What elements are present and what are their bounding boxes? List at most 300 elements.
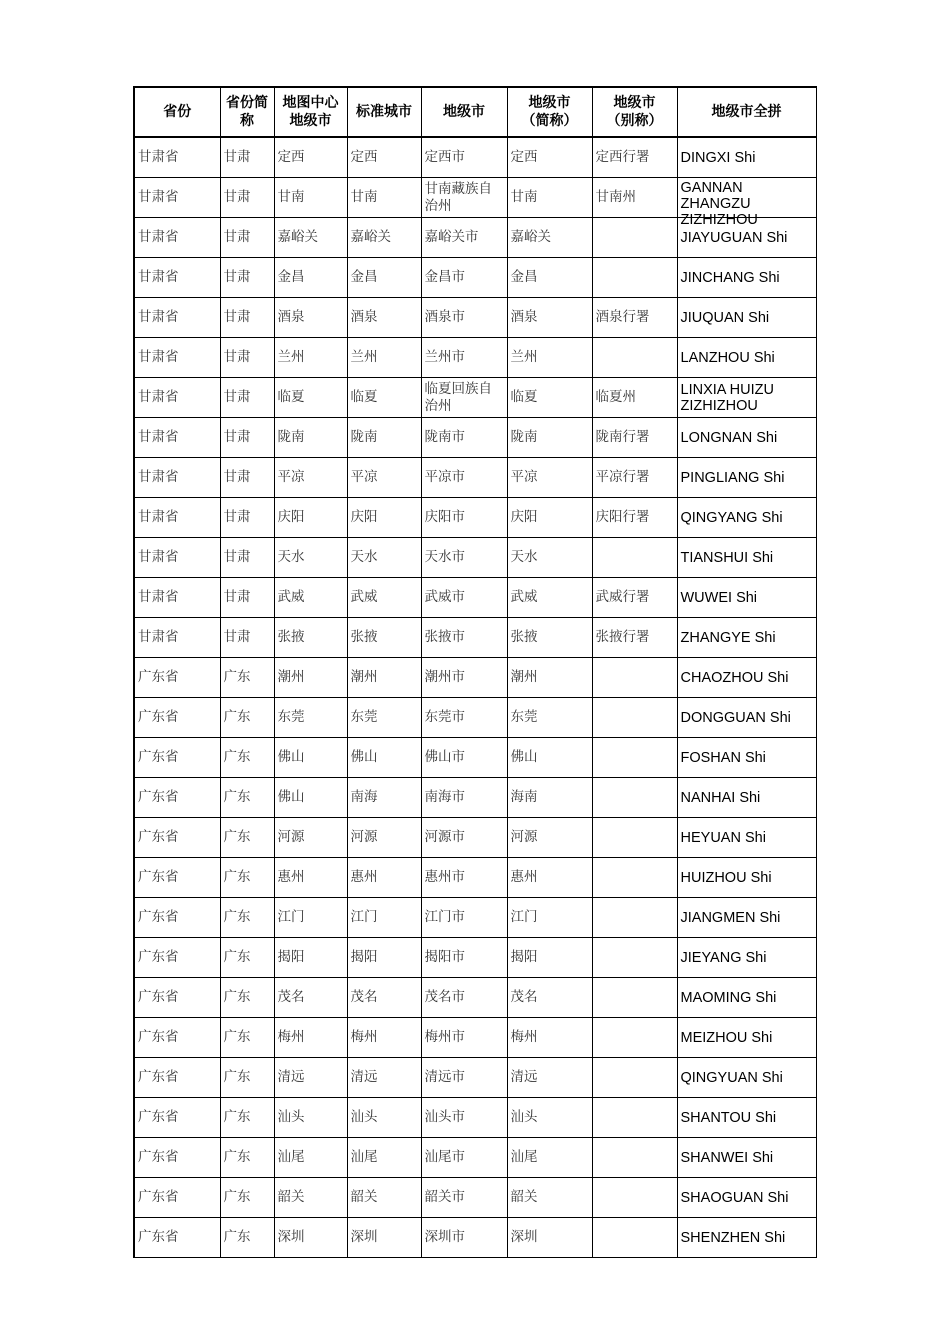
cell-map-center-city bbox=[274, 378, 347, 418]
cell-text: 汕尾 bbox=[350, 1149, 378, 1165]
cell-text: 梅州 bbox=[350, 1029, 378, 1045]
cell-text: 广东 bbox=[223, 1069, 251, 1085]
cell-province bbox=[134, 698, 220, 738]
cell-province-abbr bbox=[220, 137, 274, 178]
cell-text: 酒泉行署 bbox=[595, 309, 650, 325]
cell-prefecture-city-pinyin bbox=[677, 818, 816, 858]
cell-province-abbr bbox=[220, 618, 274, 658]
cell-province-abbr bbox=[220, 338, 274, 378]
cell-text: 甘肃省 bbox=[138, 469, 179, 485]
cell-text: 平凉 bbox=[350, 469, 378, 485]
cell-text: 甘肃 bbox=[223, 549, 251, 565]
cell-text: 陇南行署 bbox=[595, 429, 650, 445]
cell-prefecture-city-short bbox=[507, 338, 592, 378]
cell-map-center-city bbox=[274, 698, 347, 738]
column-header-label: 地级市全拼 bbox=[711, 104, 782, 120]
cell-text: 张掖 bbox=[277, 629, 305, 645]
cell-text: 茂名市 bbox=[424, 989, 465, 1005]
cell-prefecture-city bbox=[421, 898, 507, 938]
cell-prefecture-city-short bbox=[507, 178, 592, 218]
cell-province bbox=[134, 1058, 220, 1098]
cell-text: 甘肃省 bbox=[138, 429, 179, 445]
cell-prefecture-city-alias bbox=[592, 538, 677, 578]
column-header-map-center-city bbox=[274, 87, 347, 137]
table-row bbox=[134, 378, 816, 418]
column-header-province bbox=[134, 87, 220, 137]
cell-prefecture-city-pinyin bbox=[677, 1218, 816, 1258]
cell-standard-city bbox=[347, 218, 421, 258]
table-row bbox=[134, 978, 816, 1018]
cell-prefecture-city-pinyin bbox=[677, 1138, 816, 1178]
cell-text: 甘肃省 bbox=[138, 629, 179, 645]
cell-prefecture-city bbox=[421, 778, 507, 818]
cell-prefecture-city-pinyin bbox=[677, 658, 816, 698]
cell-text: QINGYANG Shi bbox=[680, 509, 783, 526]
cell-text: 清远 bbox=[510, 1069, 538, 1085]
cell-text: 金昌 bbox=[277, 269, 305, 285]
cell-text: 韶关 bbox=[350, 1189, 378, 1205]
cell-prefecture-city-alias bbox=[592, 658, 677, 698]
cell-prefecture-city bbox=[421, 578, 507, 618]
cell-prefecture-city bbox=[421, 658, 507, 698]
cell-prefecture-city-short bbox=[507, 618, 592, 658]
cell-prefecture-city-alias bbox=[592, 1138, 677, 1178]
cell-prefecture-city-alias bbox=[592, 738, 677, 778]
cell-map-center-city bbox=[274, 1218, 347, 1258]
cell-province-abbr bbox=[220, 418, 274, 458]
cell-standard-city bbox=[347, 538, 421, 578]
column-header-label: 地级市 bbox=[289, 113, 332, 129]
cell-text: JIUQUAN Shi bbox=[680, 309, 770, 326]
cell-standard-city bbox=[347, 178, 421, 218]
cell-province-abbr bbox=[220, 1218, 274, 1258]
cell-standard-city bbox=[347, 418, 421, 458]
cell-prefecture-city-pinyin bbox=[677, 458, 816, 498]
cell-text: 临夏 bbox=[350, 389, 378, 405]
column-header-prefecture-city-short bbox=[507, 87, 592, 137]
cell-text: 酒泉 bbox=[277, 309, 305, 325]
cell-text: 兰州市 bbox=[424, 349, 465, 365]
cell-province bbox=[134, 178, 220, 218]
cell-prefecture-city bbox=[421, 1178, 507, 1218]
table-row bbox=[134, 1218, 816, 1258]
cell-prefecture-city bbox=[421, 258, 507, 298]
cell-prefecture-city bbox=[421, 978, 507, 1018]
cell-text: 广东省 bbox=[138, 1109, 179, 1125]
table-header bbox=[134, 87, 816, 137]
cell-text: 汕尾 bbox=[510, 1149, 538, 1165]
cell-prefecture-city-short bbox=[507, 137, 592, 178]
cell-text: 酒泉市 bbox=[424, 309, 465, 325]
cell-prefecture-city-alias bbox=[592, 178, 677, 218]
cell-text: 甘南 bbox=[510, 189, 538, 205]
cell-prefecture-city-alias bbox=[592, 1218, 677, 1258]
cell-prefecture-city-short bbox=[507, 538, 592, 578]
cell-standard-city bbox=[347, 258, 421, 298]
cell-text: 韶关 bbox=[510, 1189, 538, 1205]
cell-text: 平凉 bbox=[277, 469, 305, 485]
cell-text: 庆阳 bbox=[510, 509, 538, 525]
cell-text: 东莞 bbox=[510, 709, 538, 725]
cell-text: 临夏回族自治州 bbox=[424, 380, 492, 414]
cell-text: 定西市 bbox=[424, 149, 465, 165]
cell-prefecture-city bbox=[421, 1058, 507, 1098]
cell-text: 甘肃省 bbox=[138, 509, 179, 525]
cell-text: 东莞 bbox=[277, 709, 305, 725]
cell-prefecture-city-short bbox=[507, 658, 592, 698]
cell-text: 江门市 bbox=[424, 909, 465, 925]
cell-text: 陇南市 bbox=[424, 429, 465, 445]
cell-prefecture-city-short bbox=[507, 378, 592, 418]
cell-text: 广东省 bbox=[138, 949, 179, 965]
column-header-label: （简称） bbox=[521, 113, 578, 129]
cell-prefecture-city-pinyin bbox=[677, 298, 816, 338]
cell-text: 梅州 bbox=[510, 1029, 538, 1045]
cell-text: 汕头 bbox=[510, 1109, 538, 1125]
cell-prefecture-city-alias bbox=[592, 1058, 677, 1098]
cell-prefecture-city-pinyin bbox=[677, 618, 816, 658]
cell-prefecture-city-alias bbox=[592, 338, 677, 378]
cell-text: 甘肃 bbox=[223, 509, 251, 525]
cell-map-center-city bbox=[274, 898, 347, 938]
cell-map-center-city bbox=[274, 778, 347, 818]
cell-text: 潮州 bbox=[350, 669, 378, 685]
cell-text: 甘肃省 bbox=[138, 389, 179, 405]
table-row bbox=[134, 818, 816, 858]
cell-text: 陇南 bbox=[277, 429, 305, 445]
cell-text: 酒泉 bbox=[350, 309, 378, 325]
cell-prefecture-city bbox=[421, 618, 507, 658]
cell-text: 甘肃省 bbox=[138, 589, 179, 605]
table-row bbox=[134, 1018, 816, 1058]
cell-prefecture-city-alias bbox=[592, 298, 677, 338]
cell-prefecture-city bbox=[421, 698, 507, 738]
cell-prefecture-city-short bbox=[507, 698, 592, 738]
cell-prefecture-city-alias bbox=[592, 137, 677, 178]
cell-province bbox=[134, 298, 220, 338]
cell-prefecture-city-alias bbox=[592, 378, 677, 418]
cell-text: JINCHANG Shi bbox=[680, 269, 780, 286]
cell-province bbox=[134, 818, 220, 858]
header-row bbox=[134, 87, 816, 137]
cell-map-center-city bbox=[274, 738, 347, 778]
cell-text: 嘉峪关 bbox=[510, 229, 551, 245]
cell-prefecture-city bbox=[421, 1138, 507, 1178]
cell-map-center-city bbox=[274, 938, 347, 978]
column-header-prefecture-city bbox=[421, 87, 507, 137]
cell-text: 甘肃 bbox=[223, 429, 251, 445]
cell-text: 河源市 bbox=[424, 829, 465, 845]
column-header-label: 标准城市 bbox=[356, 104, 412, 120]
cell-map-center-city bbox=[274, 137, 347, 178]
cell-text: 甘肃省 bbox=[138, 189, 179, 205]
table-row bbox=[134, 338, 816, 378]
column-header-label: （别称） bbox=[606, 113, 663, 129]
cell-map-center-city bbox=[274, 1138, 347, 1178]
cell-text: SHAOGUAN Shi bbox=[680, 1189, 789, 1206]
cell-text: 深圳 bbox=[350, 1229, 378, 1245]
cell-map-center-city bbox=[274, 178, 347, 218]
cell-province bbox=[134, 938, 220, 978]
cell-text: 平凉市 bbox=[424, 469, 465, 485]
cell-text: 广东省 bbox=[138, 909, 179, 925]
cell-province-abbr bbox=[220, 1018, 274, 1058]
table-row bbox=[134, 938, 816, 978]
cell-text: 汕头 bbox=[350, 1109, 378, 1125]
cell-province bbox=[134, 618, 220, 658]
cell-text: 清远 bbox=[350, 1069, 378, 1085]
cell-text: 韶关 bbox=[277, 1189, 305, 1205]
cell-text: WUWEI Shi bbox=[680, 589, 758, 606]
cell-prefecture-city-alias bbox=[592, 778, 677, 818]
cell-province-abbr bbox=[220, 378, 274, 418]
cell-text: DINGXI Shi bbox=[680, 149, 756, 166]
cell-province bbox=[134, 137, 220, 178]
cell-text: 广东 bbox=[223, 1109, 251, 1125]
cell-prefecture-city-short bbox=[507, 898, 592, 938]
cell-text: 广东 bbox=[223, 1029, 251, 1045]
cell-prefecture-city-alias bbox=[592, 938, 677, 978]
cell-text: 兰州 bbox=[510, 349, 538, 365]
cell-text: 陇南 bbox=[510, 429, 538, 445]
cell-text: 惠州 bbox=[277, 869, 305, 885]
cell-province-abbr bbox=[220, 498, 274, 538]
cell-text: 梅州 bbox=[277, 1029, 305, 1045]
cell-text: 揭阳 bbox=[277, 949, 305, 965]
cell-text: 清远市 bbox=[424, 1069, 465, 1085]
cell-text: 佛山 bbox=[350, 749, 378, 765]
cell-text: 金昌 bbox=[510, 269, 538, 285]
cell-prefecture-city bbox=[421, 418, 507, 458]
cell-text: HEYUAN Shi bbox=[680, 829, 766, 846]
cell-prefecture-city-short bbox=[507, 858, 592, 898]
cell-text: 广东省 bbox=[138, 1189, 179, 1205]
cell-text: 茂名 bbox=[277, 989, 305, 1005]
table-row bbox=[134, 178, 816, 218]
cell-text: 天水 bbox=[277, 549, 305, 565]
cell-prefecture-city bbox=[421, 458, 507, 498]
column-header-prefecture-city-alias bbox=[592, 87, 677, 137]
cell-prefecture-city-short bbox=[507, 418, 592, 458]
cell-province-abbr bbox=[220, 578, 274, 618]
cell-prefecture-city-alias bbox=[592, 818, 677, 858]
table-row bbox=[134, 1058, 816, 1098]
cell-text: 甘肃省 bbox=[138, 549, 179, 565]
cell-prefecture-city bbox=[421, 1018, 507, 1058]
cell-text: 定西 bbox=[277, 149, 305, 165]
cell-text: SHANWEI Shi bbox=[680, 1149, 774, 1166]
cell-province-abbr bbox=[220, 698, 274, 738]
cell-text: 天水 bbox=[350, 549, 378, 565]
cell-text: 广东 bbox=[223, 669, 251, 685]
cell-prefecture-city-pinyin bbox=[677, 698, 816, 738]
cell-province-abbr bbox=[220, 458, 274, 498]
cell-text: 广东省 bbox=[138, 1029, 179, 1045]
cell-province bbox=[134, 378, 220, 418]
cell-prefecture-city-alias bbox=[592, 858, 677, 898]
cell-province bbox=[134, 458, 220, 498]
cell-prefecture-city-short bbox=[507, 1018, 592, 1058]
cell-standard-city bbox=[347, 698, 421, 738]
cell-text: 揭阳市 bbox=[424, 949, 465, 965]
cell-province bbox=[134, 778, 220, 818]
cell-text: TIANSHUI Shi bbox=[680, 549, 774, 566]
cell-text: 甘肃省 bbox=[138, 229, 179, 245]
cell-standard-city bbox=[347, 1098, 421, 1138]
cell-text: 汕头市 bbox=[424, 1109, 465, 1125]
cell-province-abbr bbox=[220, 978, 274, 1018]
cell-text: 庆阳行署 bbox=[595, 509, 650, 525]
cell-text: NANHAI Shi bbox=[680, 789, 761, 806]
cell-text: 陇南 bbox=[350, 429, 378, 445]
cell-map-center-city bbox=[274, 258, 347, 298]
column-header-label: 地级市 bbox=[613, 95, 656, 111]
cell-text: 甘肃省 bbox=[138, 149, 179, 165]
cell-province bbox=[134, 218, 220, 258]
cell-text: SHANTOU Shi bbox=[680, 1109, 777, 1126]
cell-text: 广东 bbox=[223, 1149, 251, 1165]
cell-text: 惠州市 bbox=[424, 869, 465, 885]
cell-prefecture-city-short bbox=[507, 1218, 592, 1258]
cell-text: SHENZHEN Shi bbox=[680, 1229, 786, 1246]
cell-text: 嘉峪关 bbox=[277, 229, 318, 245]
cell-text: 广东省 bbox=[138, 1069, 179, 1085]
cell-prefecture-city-short bbox=[507, 498, 592, 538]
cell-text: 甘南 bbox=[350, 189, 378, 205]
cell-prefecture-city-short bbox=[507, 818, 592, 858]
cell-prefecture-city bbox=[421, 137, 507, 178]
cell-map-center-city bbox=[274, 498, 347, 538]
cell-prefecture-city-pinyin bbox=[677, 858, 816, 898]
table-row bbox=[134, 137, 816, 178]
cell-standard-city bbox=[347, 1058, 421, 1098]
cell-text: 定西 bbox=[510, 149, 538, 165]
column-header-label: 省份简 bbox=[226, 95, 268, 111]
cell-text: 甘南 bbox=[277, 189, 305, 205]
cell-text: 庆阳 bbox=[350, 509, 378, 525]
table-row bbox=[134, 778, 816, 818]
cell-text: LINXIA HUIZU ZIZHIZHOU bbox=[680, 381, 774, 414]
cell-text: 甘南藏族自治州 bbox=[424, 180, 492, 214]
cell-text: 庆阳市 bbox=[424, 509, 465, 525]
cell-text: 茂名 bbox=[350, 989, 378, 1005]
cell-text: LANZHOU Shi bbox=[680, 349, 775, 366]
cell-standard-city bbox=[347, 858, 421, 898]
cell-text: 揭阳 bbox=[350, 949, 378, 965]
cell-text: 海南 bbox=[510, 789, 538, 805]
cell-prefecture-city bbox=[421, 378, 507, 418]
cell-province bbox=[134, 538, 220, 578]
cell-map-center-city bbox=[274, 218, 347, 258]
cell-province bbox=[134, 898, 220, 938]
cell-text: 广东省 bbox=[138, 709, 179, 725]
cell-map-center-city bbox=[274, 298, 347, 338]
cell-text: 天水 bbox=[510, 549, 538, 565]
cell-prefecture-city-pinyin bbox=[677, 137, 816, 178]
column-header-label: 地级市 bbox=[443, 104, 485, 120]
cell-text: 广东省 bbox=[138, 1149, 179, 1165]
cell-standard-city bbox=[347, 458, 421, 498]
cell-prefecture-city-pinyin bbox=[677, 418, 816, 458]
cell-text: 深圳 bbox=[510, 1229, 538, 1245]
cell-standard-city bbox=[347, 618, 421, 658]
cell-standard-city bbox=[347, 1138, 421, 1178]
cell-standard-city bbox=[347, 378, 421, 418]
cell-prefecture-city-pinyin bbox=[677, 178, 816, 228]
cell-standard-city bbox=[347, 658, 421, 698]
table-row bbox=[134, 1098, 816, 1138]
cell-text: 南海 bbox=[350, 789, 378, 805]
cell-text: 江门 bbox=[350, 909, 378, 925]
cell-province bbox=[134, 1098, 220, 1138]
table-row bbox=[134, 1138, 816, 1178]
cell-prefecture-city-short bbox=[507, 258, 592, 298]
cell-standard-city bbox=[347, 978, 421, 1018]
cell-text: 张掖 bbox=[350, 629, 378, 645]
cell-text: 兰州 bbox=[277, 349, 305, 365]
column-header-label: 称 bbox=[240, 113, 254, 129]
cell-text: 嘉峪关市 bbox=[424, 229, 479, 245]
table-row bbox=[134, 618, 816, 658]
cell-prefecture-city-pinyin bbox=[677, 778, 816, 818]
cell-text: 甘肃省 bbox=[138, 309, 179, 325]
cell-text: 武威 bbox=[510, 589, 538, 605]
cell-text: 广东省 bbox=[138, 1229, 179, 1245]
cell-standard-city bbox=[347, 578, 421, 618]
cell-text: 甘肃 bbox=[223, 189, 251, 205]
cell-text: 甘南州 bbox=[595, 189, 636, 205]
cell-province-abbr bbox=[220, 818, 274, 858]
cell-prefecture-city bbox=[421, 1218, 507, 1258]
cell-text: CHAOZHOU Shi bbox=[680, 669, 789, 686]
cell-province-abbr bbox=[220, 1178, 274, 1218]
cell-prefecture-city-pinyin bbox=[677, 378, 816, 418]
table-row bbox=[134, 658, 816, 698]
cell-text: 广东 bbox=[223, 949, 251, 965]
cell-text: 汕头 bbox=[277, 1109, 305, 1125]
cell-prefecture-city-pinyin bbox=[677, 938, 816, 978]
cell-text: 平凉 bbox=[510, 469, 538, 485]
cell-standard-city bbox=[347, 498, 421, 538]
cell-prefecture-city-pinyin bbox=[677, 978, 816, 1018]
cell-text: 南海市 bbox=[424, 789, 465, 805]
cell-text: 广东 bbox=[223, 1189, 251, 1205]
cell-prefecture-city bbox=[421, 298, 507, 338]
cell-text: 广东 bbox=[223, 869, 251, 885]
cell-text: 金昌 bbox=[350, 269, 378, 285]
cell-text: 广东 bbox=[223, 829, 251, 845]
cell-province-abbr bbox=[220, 298, 274, 338]
cell-text: JIANGMEN Shi bbox=[680, 909, 781, 926]
cell-text: MEIZHOU Shi bbox=[680, 1029, 773, 1046]
cell-prefecture-city-alias bbox=[592, 578, 677, 618]
table-row bbox=[134, 258, 816, 298]
cell-province bbox=[134, 1178, 220, 1218]
cell-text: 韶关市 bbox=[424, 1189, 465, 1205]
cell-map-center-city bbox=[274, 538, 347, 578]
cell-map-center-city bbox=[274, 578, 347, 618]
cell-text: 惠州 bbox=[350, 869, 378, 885]
cell-standard-city bbox=[347, 338, 421, 378]
cell-text: 汕尾市 bbox=[424, 1149, 465, 1165]
cell-prefecture-city-alias bbox=[592, 1178, 677, 1218]
cell-prefecture-city bbox=[421, 818, 507, 858]
cell-text: 佛山 bbox=[277, 749, 305, 765]
cell-prefecture-city-short bbox=[507, 978, 592, 1018]
cell-prefecture-city-short bbox=[507, 778, 592, 818]
cell-province bbox=[134, 658, 220, 698]
cell-prefecture-city bbox=[421, 218, 507, 258]
